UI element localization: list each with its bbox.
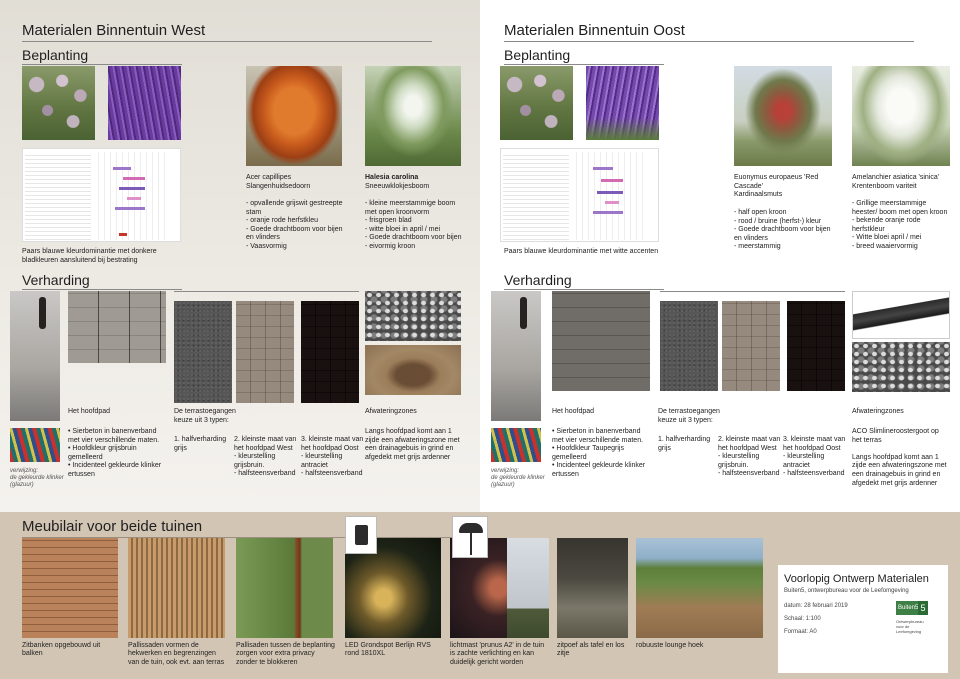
meubilair-caption-5: lichtmast 'prunus A2' in de tuin is zachte verlichting en kan duidelijk gericht worden [450,642,545,666]
logo-subtitle: Ontwerpbureau voor de Leefomgeving [896,619,924,634]
west-beplanting-heading: Beplanting [22,47,89,63]
klinker-caption: verwijzing: de gekleurde klinker (glazuur) [10,468,64,488]
west-terras-option-3: 3. kleinste maat van het hoofdpad Oost - kleurstelling antraciet - halfsteensverband [301,436,364,478]
salvia-photo [586,66,659,140]
divider [22,64,182,65]
oost-beplanting-caption: Paars blauwe kleurdominantie met witte accenten [504,248,659,255]
divider [660,291,845,292]
paving-antraciet-photo [301,301,359,403]
halesia-name: Sneeuwklokjesboom [365,183,430,190]
oost-terras-option-1: 1. halfverharding grijs [658,436,711,452]
meubilair-caption-4: LED Grondspot Berlijn RVS rond 1810XL [345,642,431,658]
west-verharding-heading: Verharding [22,272,90,288]
info-subtitle: Buiten5, ontwerpbureau voor de Leefomgeving [784,588,909,594]
west-terras-option-1: 1. halfverharding grijs [174,436,227,452]
oost-afwatering-text: ACO Slimlineroostergoot op het terras Langs hoofdpad komt aan 1 zijde een afwateringszone met een drainagebuis in grind en afgedekt met grijs ardenner [852,428,947,487]
meubilair-caption-2: Pallissaden vormen de hekwerken en begrenzingen van de tuin, ook evt. aan terras [128,642,225,666]
planting-table [500,148,659,242]
acer-photo [246,66,342,166]
halesia-name-bold: Halesia carolina [365,174,419,181]
oost-title: Materialen Binnentuin Oost [504,22,685,39]
divider [504,289,664,290]
title-block [778,565,948,673]
zitpoef-photo [557,538,628,638]
path-person-photo [10,291,60,421]
divider [22,289,182,290]
klinker-photo [491,428,541,462]
acer-name: Acer capillipes Slangenhuidsedoorn [246,174,311,190]
amelanchier-photo [852,66,950,166]
halesia-description: - kleine meerstammige boom met open kroonvorm - frisgroen blad - witte bloei in april / mei - Goede drachtboom voor bijen - eivormig kroon [365,200,462,250]
drainage-trench-photo [365,345,461,395]
allium-photo [500,66,573,140]
hoofdpad-paving-photo [68,291,166,363]
paving-grijsbruin-photo [722,301,780,391]
west-panel [0,0,480,512]
oost-terras-option-3: 3. kleinste maat van het hoofdpad Oost - kleurstelling antraciet - halfsteensverband [783,436,846,478]
paving-grijsbruin-photo [236,301,294,403]
salvia-photo [108,66,181,140]
west-terras-heading: De terrastoegangen keuze uit 3 typen: [174,408,236,424]
halfverharding-photo [174,301,232,403]
meubilair-caption-7: robuuste lounge hoek [636,642,704,649]
divider [504,41,914,42]
oost-hoofdpad-text: • Sierbeton in banenverband met vier verschillende maten. • Hoofdkleur Taupegrijs gemelleerd • Incidenteel gekleurde klinker ertussen [552,428,646,478]
euonymus-description: - half open kroon - rood / bruine (herfst-) kleur - Goede drachtboom voor bijen en vlinders - meerstammig [734,209,831,251]
west-hoofdpad-heading: Het hoofdpad [68,408,111,415]
west-afwatering-heading: Afwateringzones [365,408,417,415]
klinker-caption: verwijzing: de gekleurde klinker (glazuur) [491,468,545,488]
info-formaat: Formaat: A0 [784,629,817,635]
info-datum: datum: 28 februari 2019 [784,603,848,609]
info-title: Voorlopig Ontwerp Materialen [784,573,929,585]
palisade-fence-photo [128,538,225,638]
paving-antraciet-photo [787,301,845,391]
halfverharding-photo [660,301,718,391]
grondspot-icon [345,516,377,554]
klinker-photo [10,428,60,462]
lichtmast-photo [507,538,549,638]
aco-gutter-photo [852,291,950,339]
hoofdpad-paving-photo [552,291,650,391]
west-terras-option-2: 2. kleinste maat van het hoofdpad West - kleurstelling grijsbruin. - halfsteensverband [234,436,297,478]
oost-afwatering-heading: Afwateringzones [852,408,904,415]
palisade-planting-photo [236,538,333,638]
oost-verharding-heading: Verharding [504,272,572,288]
divider [174,291,359,292]
oost-terras-heading: De terrastoegangen keuze uit 3 typen: [658,408,720,424]
path-person-photo [491,291,541,421]
allium-photo [22,66,95,140]
ardenner-stones-photo [365,291,461,341]
oost-terras-option-2: 2. kleinste maat van het hoofdpad West - kleurstelling grijsbruin. - halfsteensverband [718,436,781,478]
west-afwatering-text: Langs hoofdpad komt aan 1 zijde een afwateringszone met een drainagebuis in grind en afgedekt met grijs ardenner [365,428,460,461]
amelanchier-name: Amelanchier asiatica 'sinica' Krentenboom variteit [852,174,940,190]
euonymus-photo [734,66,832,166]
west-beplanting-caption: Paars blauwe kleurdominantie met donkere bladkleuren aansluitend bij bestrating [22,248,157,264]
logo-5-mark: 5 [918,601,928,615]
meubilair-caption-6: zitpoef als tafel en los zitje [557,642,625,658]
planting-table [22,148,181,242]
bench-photo [22,538,118,638]
oost-hoofdpad-heading: Het hoofdpad [552,408,595,415]
info-schaal: Schaal: 1:100 [784,616,821,622]
oost-beplanting-heading: Beplanting [504,47,571,63]
amelanchier-description: - Grillige meerstammige heester/ boom met open kroon - bekende oranje rode herfstkleur - Witte bloei april / mei - breed waaiervormig [852,200,948,250]
lichtmast-icon [452,516,488,558]
west-hoofdpad-text: • Sierbeton in banenverband met vier verschillende maten. • Hoofdkleur grijsbruin gemelleerd • Incidenteel gekleurde klinker ertussen [68,428,162,478]
west-title: Materialen Binnentuin West [22,22,206,39]
divider [504,64,664,65]
ardenner-stones-photo [852,342,950,392]
acer-description: - opvallende grijswit gestreepte stam - oranje rode herfstkleu - Goede drachtboom voor bijen en vlinders - Vaasvormig [246,200,343,250]
meubilair-caption-1: Zitbanken opgebouwd uit balken [22,642,101,658]
meubilair-heading: Meubilair voor beide tuinen [22,518,203,535]
halesia-photo [365,66,461,166]
euonymus-name: Euonymus europaeus 'Red Cascade' Kardinaalsmuts [734,174,819,199]
divider [22,41,432,42]
lounge-photo [636,538,763,638]
oost-panel [480,0,960,512]
meubilair-caption-3: Pallisaden tussen de beplanting zorgen voor extra privacy zonder te blokkeren [236,642,335,666]
buiten5-logo: Buiten5 [896,601,926,615]
